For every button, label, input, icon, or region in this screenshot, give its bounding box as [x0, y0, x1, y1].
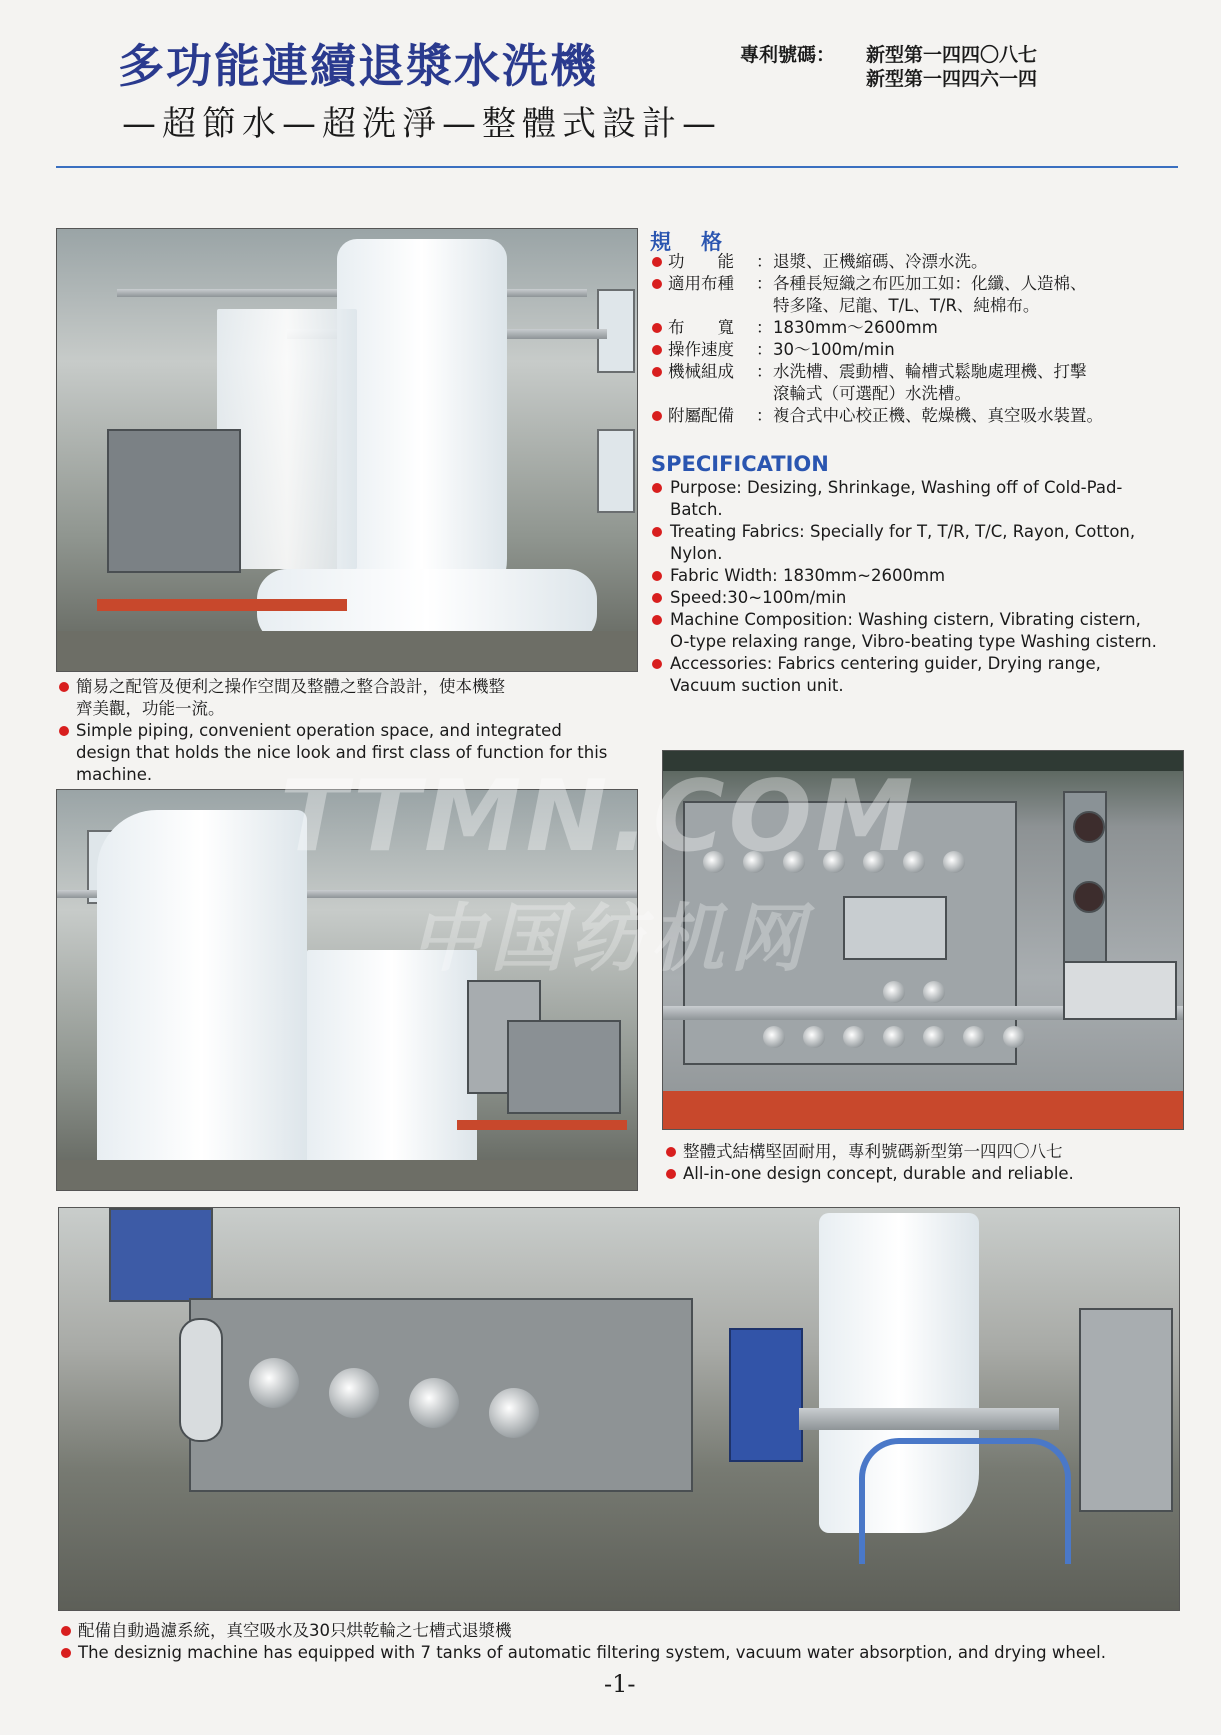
bullet-icon: [652, 367, 662, 377]
bullet-icon: [652, 323, 662, 333]
photo-production-line: [58, 1207, 1180, 1611]
bullet-icon: [652, 659, 662, 669]
spec-en-line: Purpose: Desizing, Shrinkage, Washing off of Cold-Pad-: [670, 478, 1123, 497]
spec-zh-colon: ：: [756, 340, 773, 359]
spec-zh-label: 適用布種: [668, 274, 734, 293]
bullet-icon: [652, 411, 662, 421]
bullet-icon: [652, 527, 662, 537]
spec-zh-label: 功 能: [668, 252, 734, 271]
spec-zh-value: 30～100m/min: [773, 340, 895, 359]
watermark-url: TTMN.COM: [280, 760, 918, 874]
spec-zh-value: 特多隆、尼龍、T/L、T/R、純棉布。: [773, 296, 1040, 315]
page-number: -1-: [604, 1670, 636, 1698]
spec-zh-value: 1830mm～2600mm: [773, 318, 938, 337]
spec-zh-colon: ：: [756, 274, 773, 293]
caption-photo1-en: Simple piping, convenient operation space, and integrated: [76, 721, 562, 740]
spec-zh-label: 附屬配備: [668, 406, 734, 425]
spec-zh-label: 機械組成: [668, 362, 734, 381]
document-subtitle: —超節水—超洗淨—整體式設計—: [122, 104, 722, 144]
spec-zh-colon: ：: [756, 252, 773, 271]
spec-en-line: O-type relaxing range, Vibro-beating type Washing cistern.: [670, 632, 1157, 651]
bullet-icon: [666, 1169, 676, 1179]
caption-photo1-zh: 簡易之配管及便利之操作空間及整體之整合設計，使本機整: [76, 677, 505, 696]
bullet-icon: [652, 483, 662, 493]
spec-en-line: Batch.: [670, 500, 723, 519]
bullet-icon: [652, 593, 662, 603]
spec-en-line: Speed:30~100m/min: [670, 588, 847, 607]
bullet-icon: [59, 682, 69, 692]
caption-photo3-zh: 整體式結構堅固耐用，專利號碼新型第一四四〇八七: [683, 1142, 1063, 1161]
spec-heading-en: SPECIFICATION: [651, 452, 829, 476]
spec-zh-value: 退漿、正機縮碼、冷漂水洗。: [773, 252, 988, 271]
spec-zh-value: 滾輪式（可選配）水洗槽。: [773, 384, 971, 403]
watermark-site-name: 中国纺机网: [410, 896, 810, 982]
caption-photo4-en: The desiznig machine has equipped with 7 tanks of automatic filtering system, vacuum water absorption, and drying wheel.: [78, 1643, 1106, 1662]
spec-en-line: Vacuum suction unit.: [670, 676, 844, 695]
spec-heading-zh: 規格: [650, 230, 752, 254]
patent-number-1: 新型第一四四〇八七: [866, 44, 1038, 66]
spec-en-line: Nylon.: [670, 544, 723, 563]
spec-zh-colon: ：: [756, 362, 773, 381]
spec-en-line: Fabric Width: 1830mm~2600mm: [670, 566, 946, 585]
patent-label: 專利號碼：: [740, 44, 836, 66]
spec-zh-value: 水洗槽、震動槽、輪槽式鬆馳處理機、打擊: [773, 362, 1087, 381]
bullet-icon: [666, 1147, 676, 1157]
bullet-icon: [59, 726, 69, 736]
bullet-icon: [652, 615, 662, 625]
patent-number-2: 新型第一四四六一四: [866, 68, 1038, 90]
spec-en-line: Machine Composition: Washing cistern, Vibrating cistern,: [670, 610, 1141, 629]
bullet-icon: [652, 345, 662, 355]
spec-zh-label: 操作速度: [668, 340, 734, 359]
spec-zh-colon: ：: [756, 318, 773, 337]
spec-zh-label: 布 寬: [668, 318, 734, 337]
bullet-icon: [652, 279, 662, 289]
spec-zh-colon: ：: [756, 406, 773, 425]
bullet-icon: [652, 571, 662, 581]
spec-en-line: Treating Fabrics: Specially for T, T/R, T/C, Rayon, Cotton,: [670, 522, 1136, 541]
spec-en-line: Accessories: Fabrics centering guider, Drying range,: [670, 654, 1101, 673]
spec-zh-value: 各種長短織之布匹加工如：化纖、人造棉、: [773, 274, 1087, 293]
caption-photo1-zh: 齊美觀，功能一流。: [76, 699, 225, 718]
bullet-icon: [61, 1648, 71, 1658]
bullet-icon: [652, 257, 662, 267]
bullet-icon: [61, 1626, 71, 1636]
document-title: 多功能連續退漿水洗機: [118, 39, 598, 93]
caption-photo1-en: machine.: [76, 765, 153, 784]
spec-zh-value: 複合式中心校正機、乾燥機、真空吸水裝置。: [773, 406, 1103, 425]
caption-photo3-en: All-in-one design concept, durable and reliable.: [683, 1164, 1074, 1183]
caption-photo4-zh: 配備自動過濾系統，真空吸水及30只烘乾輪之七槽式退漿機: [78, 1621, 512, 1640]
header-divider: [56, 166, 1178, 168]
caption-photo1-en: design that holds the nice look and first class of function for this: [76, 743, 608, 762]
photo-machine-overview: [56, 228, 638, 672]
